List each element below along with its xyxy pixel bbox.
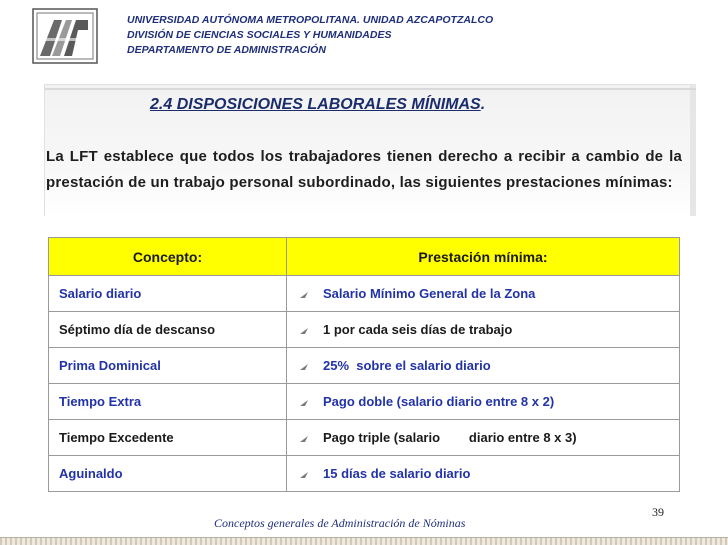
arrow-bullet-icon	[299, 435, 309, 443]
prestacion-cell	[287, 348, 680, 384]
concepto-cell: Tiempo Excedente	[49, 420, 287, 456]
header-concepto: Concepto:	[49, 238, 287, 276]
concepto-cell: Salario diario	[49, 276, 287, 312]
footer-bar	[0, 537, 728, 545]
intro-paragraph: La LFT establece que todos los trabajadores tienen derecho a recibir a cambio de la prestación de un trabajo personal subordinado, las siguientes prestaciones mínimas:	[46, 148, 682, 191]
table-header-row	[49, 238, 680, 276]
prestacion-text: Pago doble (salario diario entre 8 x 2)	[323, 394, 555, 409]
concepto-cell: Séptimo día de descanso	[49, 312, 287, 348]
table-row	[49, 456, 680, 492]
section-title	[150, 96, 485, 114]
header-line-department: DEPARTAMENTO DE ADMINISTRACIÓN	[127, 44, 326, 56]
concepto-cell: Aguinaldo	[49, 456, 287, 492]
table-row	[49, 384, 680, 420]
header-line-division: DIVISIÓN DE CIENCIAS SOCIALES Y HUMANIDADES	[127, 29, 392, 41]
prestacion-cell	[287, 420, 680, 456]
header-prestacion: Prestación mínima:	[287, 238, 680, 276]
prestacion-cell	[287, 384, 680, 420]
prestacion-text: Salario Mínimo General de la Zona	[323, 286, 536, 301]
section-title-text: 2.4 DISPOSICIONES LABORALES MÍNIMAS	[150, 96, 481, 113]
prestacion-text: Pago triple (salario diario entre 8 x 3)	[323, 430, 577, 445]
footer-caption: Conceptos generales de Administración de Nóminas	[214, 516, 466, 530]
table-row	[49, 420, 680, 456]
institution-header	[127, 13, 493, 58]
concepto-cell: Prima Dominical	[49, 348, 287, 384]
arrow-bullet-icon	[299, 327, 309, 335]
uam-logo-icon	[32, 8, 98, 64]
concepto-cell: Tiempo Extra	[49, 384, 287, 420]
prestacion-cell	[287, 456, 680, 492]
prestacion-text: 15 días de salario diario	[323, 466, 471, 481]
prestacion-cell	[287, 312, 680, 348]
table-row	[49, 348, 680, 384]
header-line-university: UNIVERSIDAD AUTÓNOMA METROPOLITANA. UNIDAD AZCAPOTZALCO	[127, 14, 494, 26]
page-number: 39	[652, 505, 664, 519]
arrow-bullet-icon	[299, 399, 309, 407]
prestacion-text: 1 por cada seis días de trabajo	[323, 322, 513, 337]
arrow-bullet-icon	[299, 291, 309, 299]
section-title-suffix: .	[480, 96, 486, 113]
arrow-bullet-icon	[299, 363, 309, 371]
prestacion-cell	[287, 276, 680, 312]
table-row	[49, 312, 680, 348]
benefits-table	[48, 237, 680, 492]
prestacion-text: 25% sobre el salario diario	[323, 358, 491, 373]
arrow-bullet-icon	[299, 471, 309, 479]
table-row	[49, 276, 680, 312]
